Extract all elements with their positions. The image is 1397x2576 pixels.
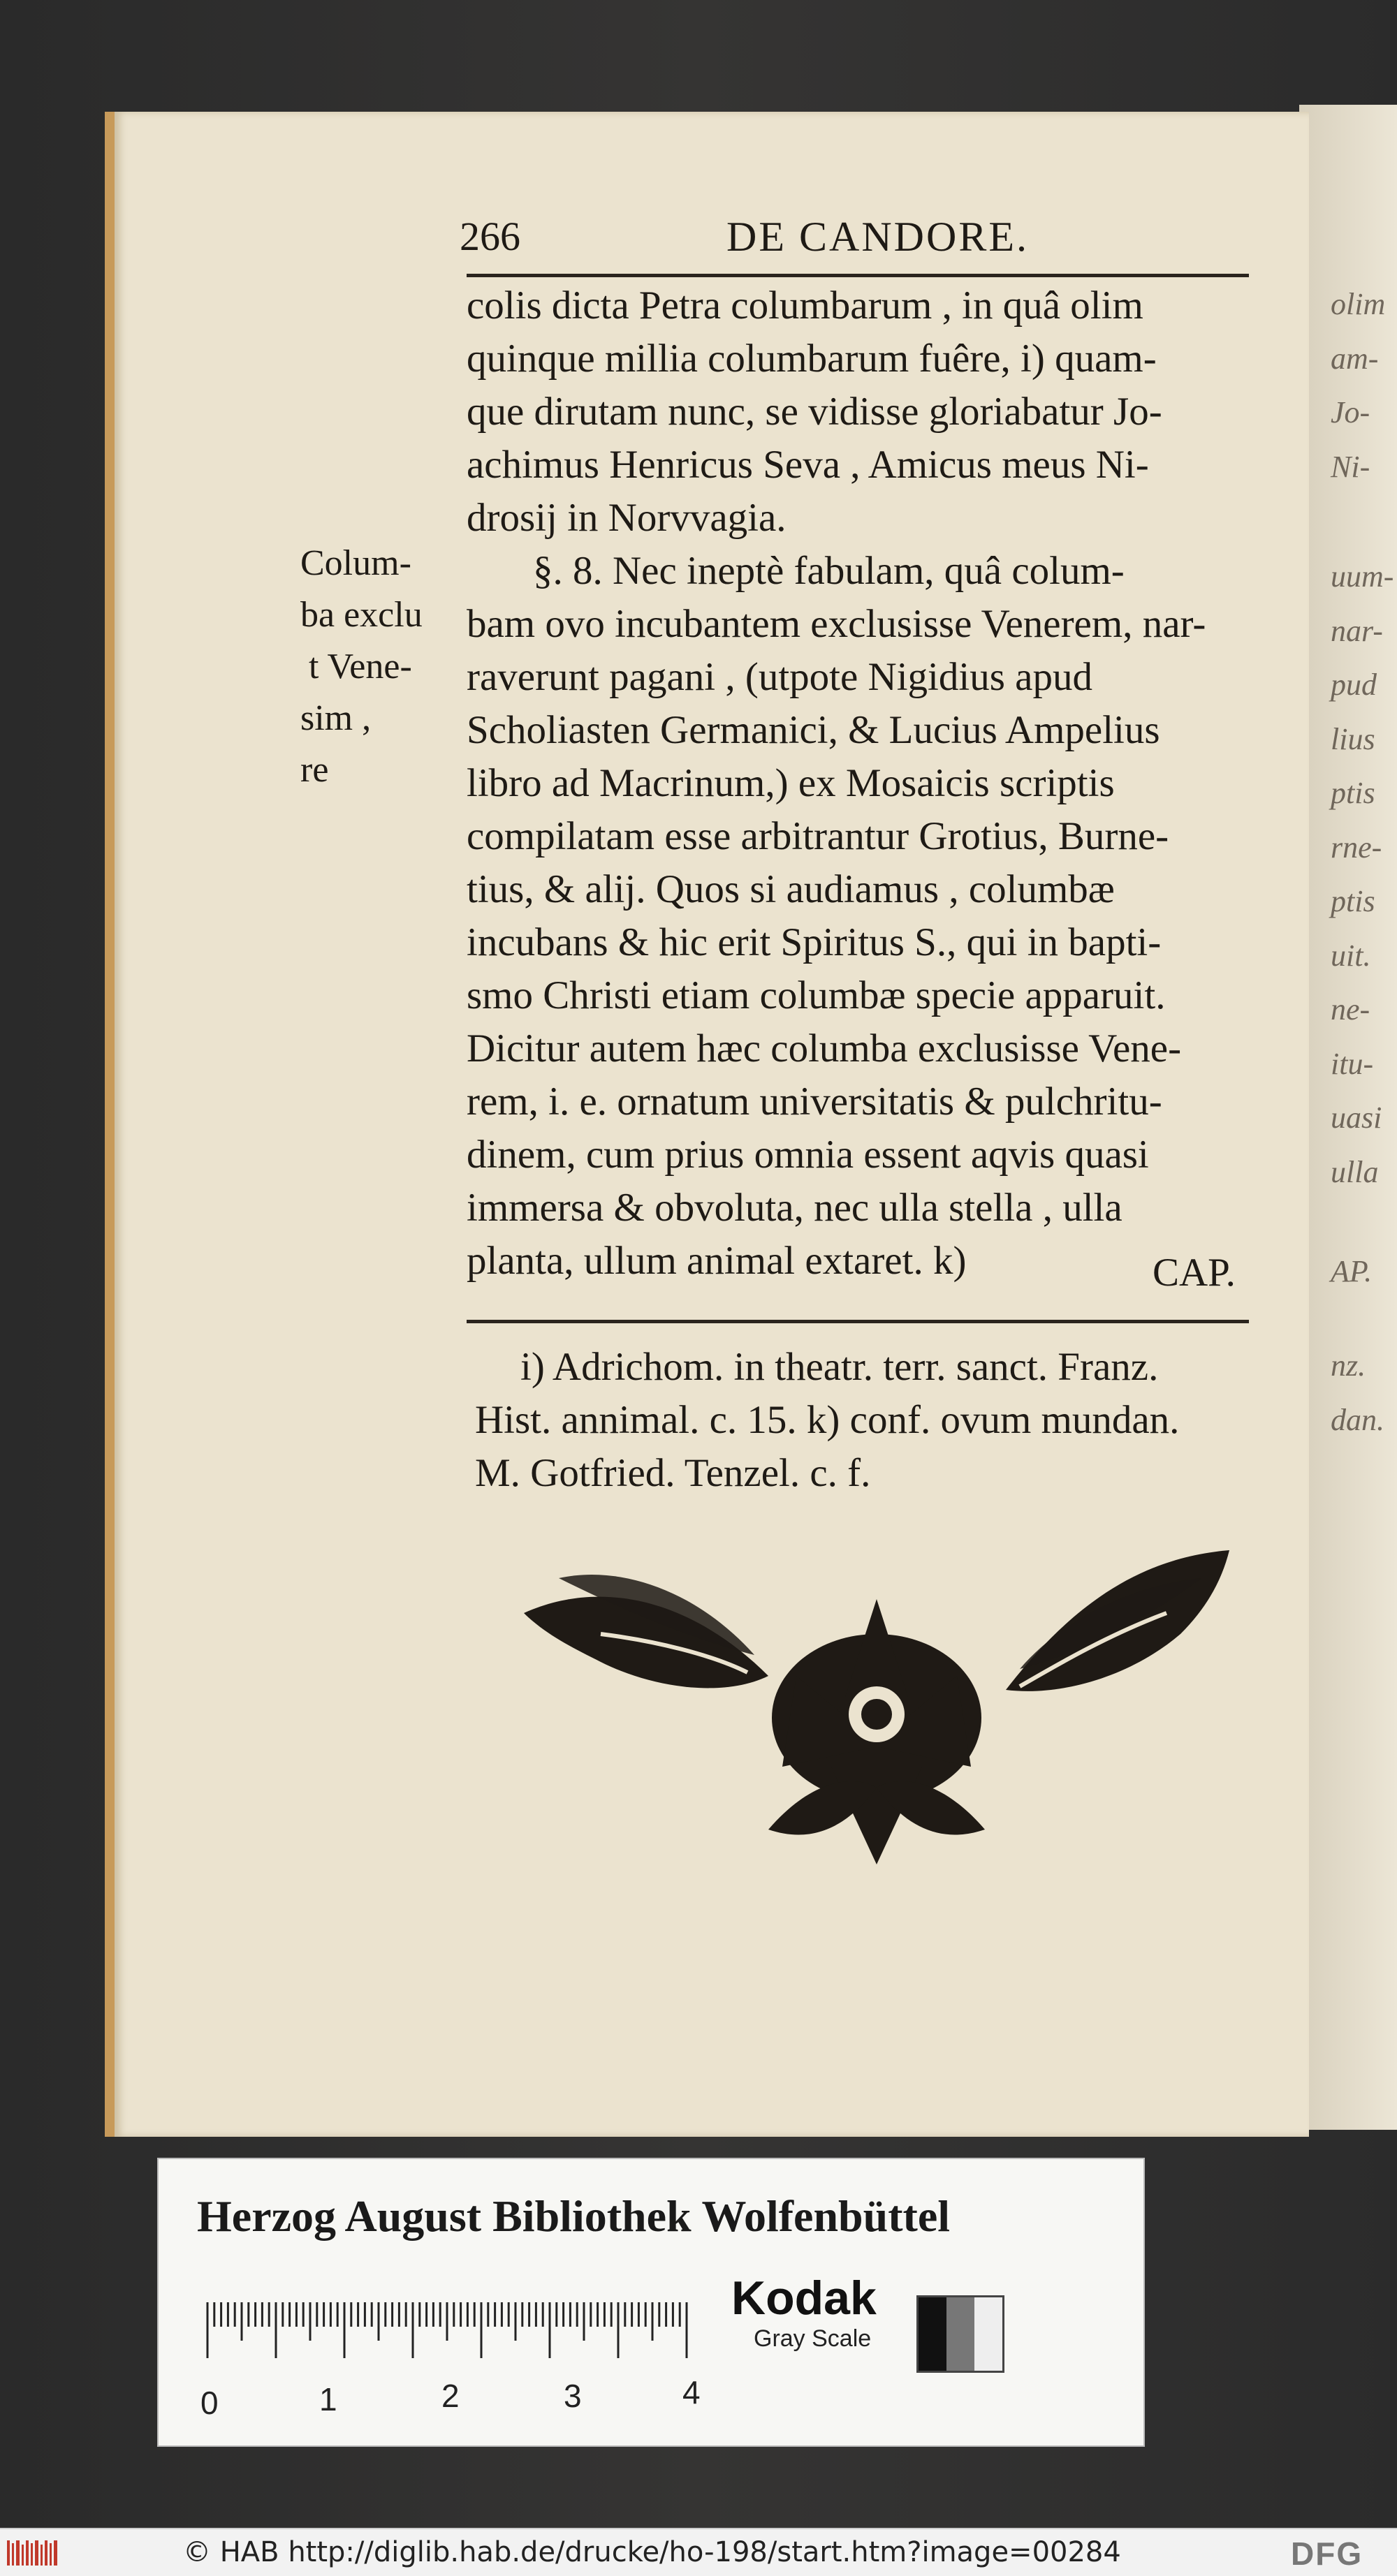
- footnote-line: M. Gotfried. Tenzel. c. f.: [475, 1451, 871, 1495]
- margin-note-line: t Vene-: [309, 647, 412, 686]
- body-line: colis dicta Petra columbarum , in quâ olim: [467, 284, 1143, 327]
- source-link[interactable]: © HAB http://diglib.hab.de/drucke/ho-198/start.htm?image=00284: [183, 2536, 1121, 2568]
- body-line: planta, ullum animal extaret. k): [467, 1239, 967, 1283]
- body-text: [467, 279, 1206, 1288]
- adjacent-page-fragment: uum-: [1331, 559, 1394, 594]
- footnotes: [475, 1341, 1179, 1500]
- margin-note-line: re: [300, 750, 329, 790]
- kodak-logo: Kodak: [731, 2272, 877, 2325]
- adjacent-page-fragment: pud: [1331, 668, 1377, 702]
- body-line: drosij in Norvvagia.: [467, 496, 787, 540]
- running-title: DE CANDORE.: [726, 214, 1029, 260]
- adjacent-page-fragment: ptis: [1331, 884, 1375, 918]
- gray-scale-patch: [916, 2295, 1004, 2373]
- ruler-label: 2: [441, 2378, 460, 2414]
- adjacent-page-fragment: rne-: [1331, 830, 1382, 864]
- gray-scale-label: Gray Scale: [754, 2325, 872, 2352]
- margin-note: [300, 538, 423, 796]
- adjacent-page-fragment: ne-: [1331, 992, 1370, 1026]
- margin-note-line: Colum-: [300, 543, 411, 583]
- body-line: Scholiasten Germanici, & Lucius Ampelius: [467, 708, 1160, 752]
- adjacent-page-fragment: uit.: [1331, 939, 1371, 973]
- adjacent-page-fragment: uasi: [1331, 1101, 1382, 1135]
- adjacent-page-fragment: am-: [1331, 341, 1379, 376]
- library-name: Herzog August Bibliothek Wolfenbüttel: [197, 2191, 951, 2241]
- footnote-line: Hist. annimal. c. 15. k) conf. ovum mundan.: [475, 1398, 1180, 1442]
- body-line: achimus Henricus Seva , Amicus meus Ni-: [467, 443, 1149, 487]
- body-line: Dicitur autem hæc columba exclusisse Vene-: [467, 1026, 1182, 1070]
- header-rule: [467, 274, 1249, 277]
- footnote-line: i) Adrichom. in theatr. terr. sanct. Franz.: [520, 1345, 1159, 1389]
- body-line: rem, i. e. ornatum universitatis & pulchritu-: [467, 1080, 1162, 1124]
- adjacent-page-fragment: olim: [1331, 287, 1386, 321]
- body-line: tius, & alij. Quos si audiamus , columbæ: [467, 867, 1115, 911]
- color-calibration-card: [157, 2158, 1145, 2447]
- floral-ornament-icon: [517, 1536, 1236, 1871]
- body-line: raverunt pagani , (utpote Nigidius apud: [467, 655, 1092, 699]
- adjacent-page-fragment: lius: [1331, 722, 1375, 756]
- footer-bar: [0, 2528, 1397, 2576]
- adjacent-page-fragment: ptis: [1331, 776, 1375, 810]
- body-line: dinem, cum prius omnia essent aqvis quasi: [467, 1133, 1149, 1177]
- adjacent-page-fragment: ulla: [1331, 1155, 1379, 1189]
- footnote-rule: [467, 1320, 1249, 1323]
- adjacent-page-fragment: AP.: [1331, 1254, 1373, 1288]
- body-line: smo Christi etiam columbæ specie apparuit.: [467, 973, 1166, 1017]
- margin-note-line: sim ,: [300, 698, 372, 738]
- page-number: 266: [460, 214, 520, 259]
- adjacent-page-fragment: Ni-: [1331, 450, 1370, 484]
- dfg-logo: DFG: [1291, 2535, 1363, 2572]
- body-line: bam ovo incubantem exclusisse Venerem, nar-: [467, 602, 1206, 646]
- body-line: §. 8. Nec ineptè fabulam, quâ colum-: [533, 549, 1125, 593]
- ruler-scale: [200, 2288, 701, 2428]
- adjacent-page-fragment: itu-: [1331, 1047, 1374, 1081]
- adjacent-page-fragment: Jo-: [1331, 395, 1370, 429]
- body-line: immersa & obvoluta, nec ulla stella , ulla: [467, 1186, 1122, 1230]
- barcode-icon: [6, 2538, 60, 2568]
- body-line: compilatam esse arbitrantur Grotius, Burne-: [467, 814, 1169, 858]
- ruler-label: 3: [564, 2378, 582, 2414]
- body-line: quinque millia columbarum fuêre, i) quam-: [467, 337, 1157, 381]
- adjacent-page-fragment: nz.: [1331, 1348, 1366, 1383]
- body-line: que dirutam nunc, se vidisse gloriabatur Jo-: [467, 390, 1162, 434]
- body-line: incubans & hic erit Spiritus S., qui in bapti-: [467, 920, 1162, 964]
- body-line: libro ad Macrinum,) ex Mosaicis scriptis: [467, 761, 1115, 805]
- catchword: CAP.: [1153, 1251, 1236, 1295]
- margin-note-line: ba exclu: [300, 595, 423, 635]
- ruler-label: 4: [682, 2374, 701, 2411]
- ruler-label: 0: [200, 2385, 219, 2421]
- adjacent-page-fragment: dan.: [1331, 1403, 1384, 1437]
- ruler-label: 1: [319, 2381, 337, 2417]
- adjacent-page-fragment: nar-: [1331, 614, 1383, 648]
